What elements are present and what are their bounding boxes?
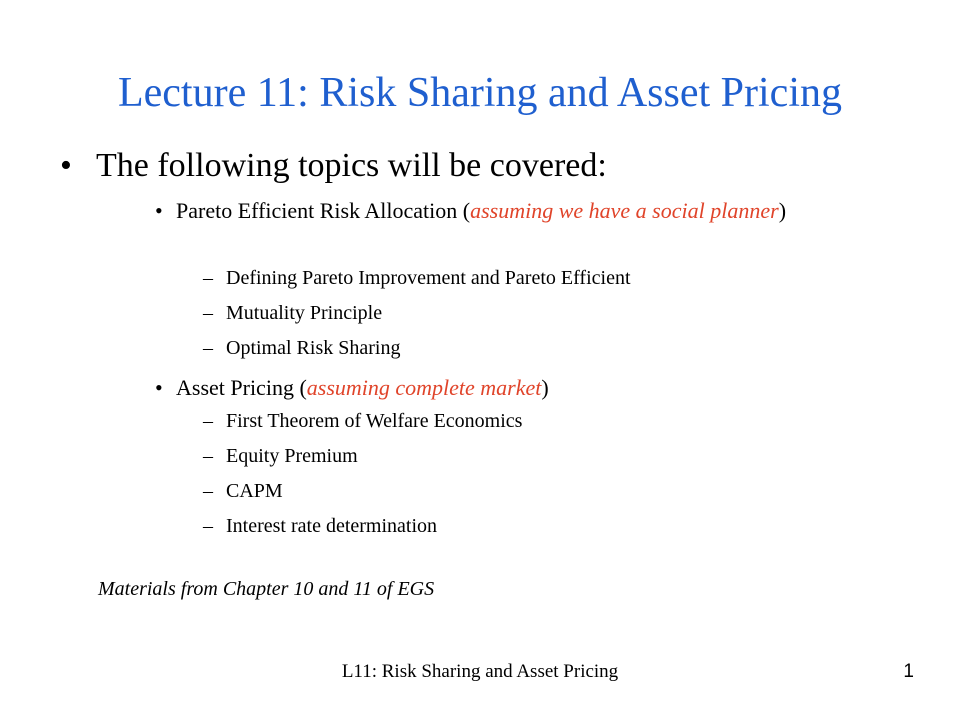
- bullet-icon: •: [60, 147, 72, 184]
- dash-icon: –: [203, 410, 213, 432]
- bullet-icon: •: [155, 375, 163, 400]
- section-label: Pareto Efficient Risk Allocation (: [176, 198, 471, 223]
- dash-icon: –: [203, 515, 213, 537]
- bullet-icon: •: [155, 198, 163, 223]
- section-asset-pricing: [155, 373, 855, 403]
- page-number: 1: [903, 661, 914, 682]
- dash-icon: –: [203, 337, 213, 359]
- list-item-text: Optimal Risk Sharing: [226, 337, 401, 359]
- section-close: ): [778, 198, 787, 223]
- main-bullet-text: The following topics will be covered:: [96, 147, 607, 184]
- slide-title: Lecture 11: Risk Sharing and Asset Pricing: [117, 70, 842, 116]
- slide-footer: L11: Risk Sharing and Asset Pricing: [341, 661, 619, 682]
- dash-icon: –: [203, 267, 213, 289]
- section-label: Asset Pricing (: [176, 375, 307, 400]
- list-item-text: First Theorem of Welfare Economics: [226, 410, 523, 432]
- materials-note: Materials from Chapter 10 and 11 of EGS: [98, 578, 435, 600]
- list-item-text: Mutuality Principle: [226, 302, 383, 324]
- dash-icon: –: [203, 302, 213, 324]
- list-item-text: Equity Premium: [226, 445, 358, 467]
- section-pareto: [155, 196, 855, 226]
- list-item-text: Defining Pareto Improvement and Pareto Efficient: [226, 267, 631, 289]
- dash-icon: –: [203, 480, 213, 502]
- section-close: ): [541, 375, 549, 400]
- dash-icon: –: [203, 445, 213, 467]
- section-note: assuming we have a social planner: [470, 198, 779, 223]
- list-item-text: CAPM: [226, 480, 283, 502]
- list-item-text: Interest rate determination: [226, 515, 438, 537]
- section-note: assuming complete market: [306, 375, 542, 400]
